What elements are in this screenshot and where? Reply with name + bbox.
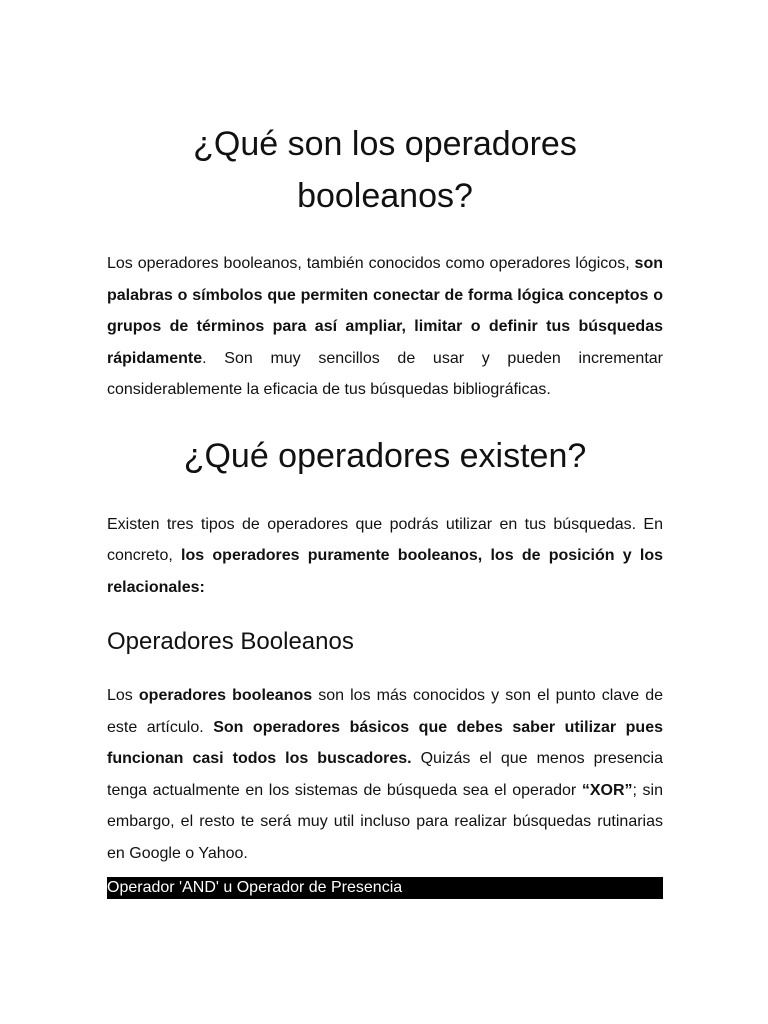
- subheading-boolean-operators: Operadores Booleanos: [107, 628, 354, 655]
- para2-text-1: Existen tres tipos de operadores que podrás utilizar en tus búsquedas. En concreto,: [107, 515, 663, 564]
- heading-which-operators-exist: ¿Qué operadores existen?: [183, 436, 587, 475]
- para3-bold-2: Son operadores básicos que debes saber utilizar pues funcionan casi todos los buscadores.: [107, 718, 664, 767]
- para3-text-4: ; sin embargo, el resto te será muy util incluso para realizar búsquedas rutinarias en Google o Yahoo.: [107, 781, 664, 862]
- para3-text-2: son los más conocidos y son el punto clave de este artículo.: [107, 687, 663, 736]
- para2-bold-1: los operadores puramente booleanos, los de posición y los relacionales:: [107, 547, 663, 596]
- para1-text-1: Los operadores booleanos, también conocidos como operadores lógicos,: [107, 255, 635, 272]
- document-content: [107, 118, 663, 899]
- para1-bold-1: son palabras o símbolos que permiten conectar de forma lógica conceptos o grupos de términos para así ampliar, limitar o definir tus búsquedas rápidamente: [107, 255, 663, 367]
- paragraph-definition: [107, 248, 663, 406]
- section-bar-and-operator: Operador 'AND' u Operador de Presencia: [107, 877, 663, 899]
- heading-what-are-boolean-operators: ¿Qué son los operadores booleanos?: [193, 125, 577, 215]
- para3-text-1: Los: [107, 687, 139, 704]
- para3-bold-3: “XOR”: [581, 781, 633, 799]
- para3-bold-1: operadores booleanos: [138, 687, 313, 704]
- paragraph-boolean-operators: [107, 680, 663, 869]
- paragraph-operator-types: [107, 509, 663, 604]
- para1-text-2: . Son muy sencillos de usar y pueden incrementar considerablemente la eficacia de tus búsquedas bibliográficas.: [107, 349, 663, 398]
- para3-text-3: Quizás el que menos presencia tenga actualmente en los sistemas de búsqueda sea el operador: [107, 750, 664, 799]
